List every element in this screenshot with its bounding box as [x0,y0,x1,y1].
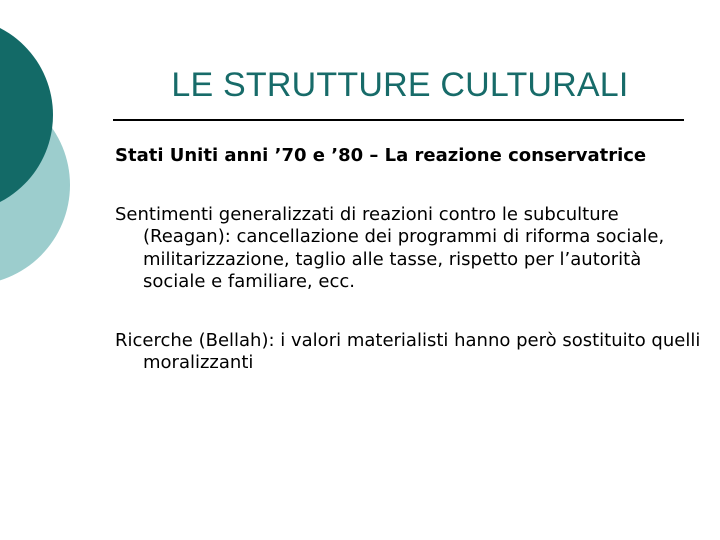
decorative-circles [0,0,120,300]
title-divider [113,119,684,121]
sentiments-paragraph: Sentimenti generalizzati di reazioni contro le subculture (Reagan): cancellazione dei programmi di riforma sociale, militarizzazione, taglio alle tasse, rispetto per l’autorità sociale e familiare, ecc. [115,203,665,292]
slide-title: LE STRUTTURE CULTURALI [171,66,629,104]
heading-paragraph: Stati Uniti anni ’70 e ’80 – La reazione conservatrice [115,145,647,166]
slide-body [115,145,705,375]
research-paragraph: Ricerche (Bellah): i valori materialisti hanno però sostituito quelli moralizzanti [115,329,701,373]
